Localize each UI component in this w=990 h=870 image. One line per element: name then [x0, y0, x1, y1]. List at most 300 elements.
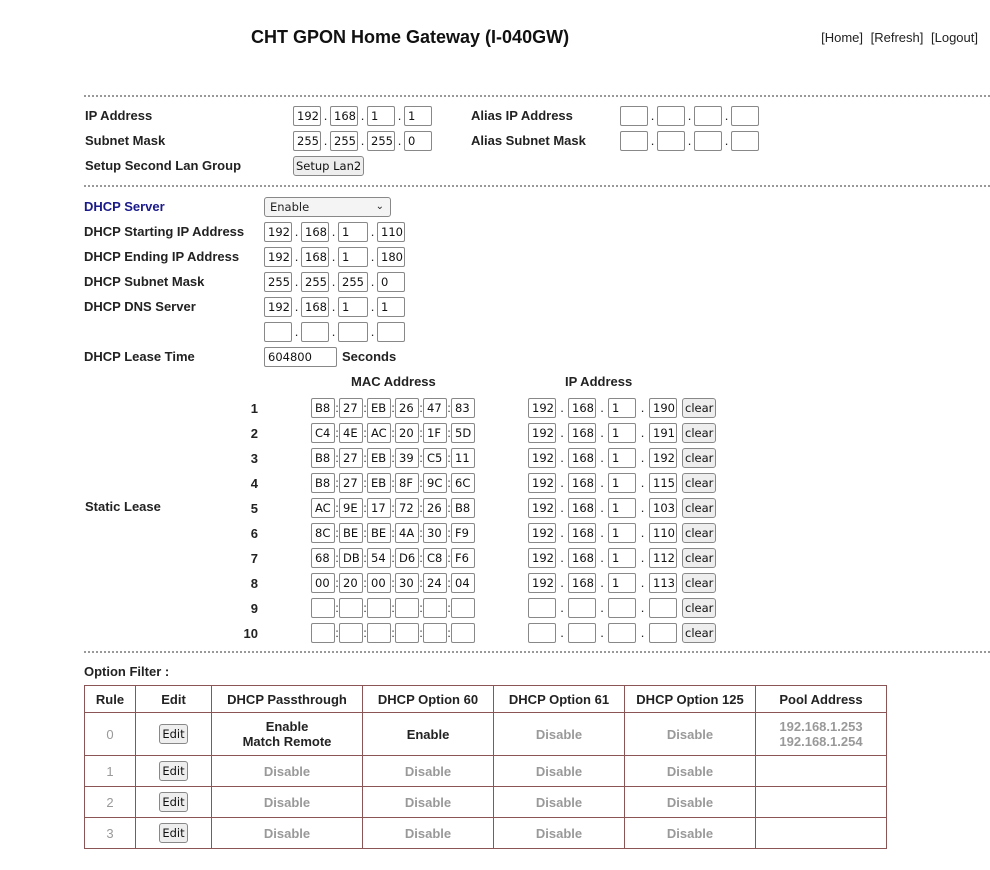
- dot-separator: .: [640, 550, 645, 565]
- octet-input[interactable]: [694, 131, 722, 151]
- ip-address-field: [293, 106, 432, 126]
- subnet-mask-field: [293, 131, 432, 151]
- mac-octet-input[interactable]: 4A: [395, 523, 419, 543]
- mac-octet-input[interactable]: AC: [367, 423, 391, 443]
- col-rule: Rule: [85, 686, 136, 713]
- dot-separator: .: [600, 500, 604, 515]
- mac-octet-input[interactable]: C4: [311, 423, 335, 443]
- octet-input[interactable]: 1: [377, 297, 405, 317]
- octet-input[interactable]: [528, 598, 556, 618]
- colon-separator: :: [363, 626, 367, 640]
- octet-input[interactable]: 168: [568, 448, 596, 468]
- octet-input[interactable]: 110: [649, 523, 677, 543]
- octet-input[interactable]: 1: [608, 448, 636, 468]
- octet-input[interactable]: 168: [568, 523, 596, 543]
- dot-separator: .: [640, 475, 645, 490]
- octet-input[interactable]: 0: [404, 131, 432, 151]
- divider: [84, 651, 990, 653]
- colon-separator: :: [447, 401, 451, 415]
- octet-input[interactable]: 1: [608, 398, 636, 418]
- mac-octet-input[interactable]: 47: [423, 398, 447, 418]
- passthrough-value: Disable: [263, 763, 311, 779]
- dhcp-end-field: [264, 247, 405, 267]
- colon-separator: :: [447, 526, 451, 540]
- colon-separator: :: [391, 476, 395, 490]
- passthrough-cell: [212, 787, 363, 818]
- dot-separator: .: [600, 575, 604, 590]
- mac-octet-input[interactable]: [451, 623, 475, 643]
- colon-separator: :: [335, 451, 339, 465]
- colon-separator: :: [391, 626, 395, 640]
- dot-separator: .: [600, 600, 604, 615]
- octet-input[interactable]: 192: [264, 222, 292, 242]
- octet-input[interactable]: [301, 322, 329, 342]
- octet-input[interactable]: 190: [649, 398, 677, 418]
- mac-octet-input[interactable]: B8: [311, 473, 335, 493]
- opt61-cell: Disable: [494, 713, 625, 756]
- mac-octet-input[interactable]: 83: [451, 398, 475, 418]
- colon-separator: :: [447, 501, 451, 515]
- octet-input[interactable]: 192: [528, 498, 556, 518]
- dot-separator: .: [640, 600, 645, 615]
- octet-input[interactable]: 192: [649, 448, 677, 468]
- mac-octet-input[interactable]: 30: [423, 523, 447, 543]
- octet-input[interactable]: 1: [608, 548, 636, 568]
- mac-octet-input[interactable]: [423, 623, 447, 643]
- rule-cell: 3: [85, 818, 136, 849]
- dot-separator: .: [640, 450, 645, 465]
- lease-index: 6: [250, 526, 258, 541]
- mac-octet-input[interactable]: 30: [395, 573, 419, 593]
- dhcp-end-label: DHCP Ending IP Address: [84, 249, 240, 264]
- refresh-link[interactable]: [Refresh]: [870, 30, 924, 45]
- dot-separator: .: [640, 575, 645, 590]
- pool-address-cell: [756, 818, 887, 849]
- colon-separator: :: [363, 451, 367, 465]
- colon-separator: :: [363, 576, 367, 590]
- lease-ip-field: [528, 573, 716, 593]
- octet-input[interactable]: 0: [377, 272, 405, 292]
- octet-input[interactable]: [568, 623, 596, 643]
- mac-octet-input[interactable]: 39: [395, 448, 419, 468]
- divider: [84, 95, 990, 97]
- octet-input[interactable]: 192: [528, 398, 556, 418]
- octet-input[interactable]: [377, 322, 405, 342]
- mac-octet-input[interactable]: C8: [423, 548, 447, 568]
- octet-input[interactable]: 1: [367, 106, 395, 126]
- lease-ip-field: [528, 548, 716, 568]
- octet-input[interactable]: 191: [649, 423, 677, 443]
- mac-octet-input[interactable]: F9: [451, 523, 475, 543]
- mac-octet-input[interactable]: 27: [339, 448, 363, 468]
- mac-octet-input[interactable]: EB: [367, 398, 391, 418]
- mac-octet-input[interactable]: 72: [395, 498, 419, 518]
- mac-octet-input[interactable]: 1F: [423, 423, 447, 443]
- mac-octet-input[interactable]: 04: [451, 573, 475, 593]
- passthrough-cell: [212, 713, 363, 756]
- colon-separator: :: [335, 501, 339, 515]
- mac-octet-input[interactable]: [367, 598, 391, 618]
- edit-button[interactable]: Edit: [159, 761, 187, 781]
- opt60-cell: Disable: [363, 787, 494, 818]
- octet-input[interactable]: 255: [367, 131, 395, 151]
- static-lease-label: Static Lease: [85, 499, 161, 514]
- dot-separator: .: [600, 475, 604, 490]
- passthrough-cell: [212, 818, 363, 849]
- mac-octet-input[interactable]: D6: [395, 548, 419, 568]
- dot-separator: .: [323, 108, 328, 123]
- dot-separator: .: [331, 299, 336, 314]
- octet-input[interactable]: 255: [301, 272, 329, 292]
- octet-input[interactable]: 1: [338, 222, 368, 242]
- logout-link[interactable]: [Logout]: [931, 30, 978, 45]
- clear-button[interactable]: clear: [682, 548, 716, 568]
- dhcp-server-label: DHCP Server: [84, 199, 165, 214]
- dot-separator: .: [640, 525, 645, 540]
- octet-input[interactable]: 113: [649, 573, 677, 593]
- dot-separator: .: [560, 500, 564, 515]
- dot-separator: .: [360, 108, 365, 123]
- dot-separator: .: [600, 450, 604, 465]
- octet-input[interactable]: [649, 598, 677, 618]
- dot-separator: .: [560, 550, 564, 565]
- dot-separator: .: [600, 425, 604, 440]
- colon-separator: :: [363, 401, 367, 415]
- mac-address-field: [311, 598, 475, 618]
- mac-octet-input[interactable]: [367, 623, 391, 643]
- colon-separator: :: [335, 551, 339, 565]
- octet-input[interactable]: [338, 322, 368, 342]
- octet-input[interactable]: 1: [608, 423, 636, 443]
- lease-time-input[interactable]: 604800: [264, 347, 337, 367]
- octet-input[interactable]: 168: [568, 573, 596, 593]
- mac-address-header: MAC Address: [351, 374, 436, 389]
- mac-octet-input[interactable]: DB: [339, 548, 363, 568]
- dot-separator: .: [370, 324, 375, 339]
- dot-separator: .: [640, 400, 645, 415]
- colon-separator: :: [335, 576, 339, 590]
- octet-input[interactable]: 168: [568, 423, 596, 443]
- passthrough-value: Match Remote: [242, 734, 332, 749]
- pool-address-value: 192.168.1.254: [779, 734, 863, 749]
- lease-unit: Seconds: [342, 349, 397, 364]
- mac-address-field: [311, 423, 475, 443]
- octet-input[interactable]: 112: [649, 548, 677, 568]
- mac-octet-input[interactable]: [423, 598, 447, 618]
- dot-separator: .: [294, 224, 299, 239]
- octet-input[interactable]: 180: [377, 247, 405, 267]
- mac-octet-input[interactable]: [395, 623, 419, 643]
- octet-input[interactable]: 192: [293, 106, 321, 126]
- octet-input[interactable]: 255: [293, 131, 321, 151]
- mac-octet-input[interactable]: 26: [395, 398, 419, 418]
- clear-button[interactable]: clear: [682, 448, 716, 468]
- octet-input[interactable]: 168: [568, 398, 596, 418]
- octet-input[interactable]: 168: [568, 548, 596, 568]
- mac-octet-input[interactable]: 5D: [451, 423, 475, 443]
- octet-input[interactable]: [731, 131, 759, 151]
- dot-separator: .: [370, 249, 375, 264]
- pool-address-cell: [756, 756, 887, 787]
- octet-input[interactable]: 255: [330, 131, 358, 151]
- lease-ip-field: [528, 498, 716, 518]
- mac-octet-input[interactable]: B8: [451, 498, 475, 518]
- mac-octet-input[interactable]: BE: [339, 523, 363, 543]
- dot-separator: .: [397, 133, 402, 148]
- dot-separator: .: [331, 249, 336, 264]
- option-filter-table: [84, 685, 887, 849]
- lease-index: 8: [250, 576, 258, 591]
- dot-separator: .: [331, 324, 336, 339]
- octet-input[interactable]: [264, 322, 292, 342]
- mac-octet-input[interactable]: 68: [311, 548, 335, 568]
- opt125-cell: Disable: [625, 756, 756, 787]
- colon-separator: :: [419, 626, 423, 640]
- mac-octet-input[interactable]: 20: [339, 573, 363, 593]
- mac-octet-input[interactable]: B8: [311, 448, 335, 468]
- dot-separator: .: [370, 224, 375, 239]
- colon-separator: :: [391, 526, 395, 540]
- octet-input[interactable]: 192: [264, 247, 292, 267]
- octet-input[interactable]: 110: [377, 222, 405, 242]
- octet-input[interactable]: 255: [264, 272, 292, 292]
- octet-input[interactable]: 168: [301, 222, 329, 242]
- mac-address-field: [311, 473, 475, 493]
- dot-separator: .: [560, 600, 564, 615]
- edit-cell: [136, 713, 212, 756]
- colon-separator: :: [363, 476, 367, 490]
- dot-separator: .: [560, 575, 564, 590]
- alias-ip-field: [620, 106, 759, 126]
- colon-separator: :: [447, 601, 451, 615]
- dhcp-start-label: DHCP Starting IP Address: [84, 224, 245, 239]
- octet-input[interactable]: 1: [338, 247, 368, 267]
- mac-octet-input[interactable]: 9C: [423, 473, 447, 493]
- dot-separator: .: [370, 299, 375, 314]
- clear-button[interactable]: clear: [682, 423, 716, 443]
- colon-separator: :: [447, 626, 451, 640]
- edit-button[interactable]: Edit: [159, 792, 187, 812]
- colon-separator: :: [335, 476, 339, 490]
- mac-octet-input[interactable]: 00: [311, 573, 335, 593]
- clear-button[interactable]: clear: [682, 523, 716, 543]
- colon-separator: :: [335, 426, 339, 440]
- dot-separator: .: [640, 425, 645, 440]
- lease-ip-field: [528, 623, 716, 643]
- setup-lan2-button[interactable]: Setup Lan2: [293, 156, 364, 176]
- colon-separator: :: [447, 451, 451, 465]
- ip-address-label: IP Address: [85, 108, 153, 123]
- octet-input[interactable]: 168: [330, 106, 358, 126]
- octet-input[interactable]: 115: [649, 473, 677, 493]
- mac-octet-input[interactable]: [339, 598, 363, 618]
- lease-index: 4: [250, 476, 258, 491]
- mac-octet-input[interactable]: B8: [311, 398, 335, 418]
- home-link[interactable]: [Home]: [821, 30, 863, 45]
- dot-separator: .: [687, 133, 692, 148]
- mac-octet-input[interactable]: EB: [367, 473, 391, 493]
- mac-address-field: [311, 448, 475, 468]
- mac-octet-input[interactable]: 8F: [395, 473, 419, 493]
- subnet-mask-label: Subnet Mask: [85, 133, 166, 148]
- mac-octet-input[interactable]: [339, 623, 363, 643]
- dot-separator: .: [640, 625, 645, 640]
- octet-input[interactable]: 255: [338, 272, 368, 292]
- octet-input[interactable]: 192: [528, 423, 556, 443]
- mac-octet-input[interactable]: 8C: [311, 523, 335, 543]
- octet-input[interactable]: [657, 131, 685, 151]
- mac-octet-input[interactable]: BE: [367, 523, 391, 543]
- dhcp-server-value: Enable: [270, 200, 310, 214]
- octet-input[interactable]: 103: [649, 498, 677, 518]
- passthrough-cell: [212, 756, 363, 787]
- octet-input[interactable]: [568, 598, 596, 618]
- dot-separator: .: [600, 525, 604, 540]
- edit-cell: [136, 756, 212, 787]
- opt60-cell: Enable: [363, 713, 494, 756]
- octet-input[interactable]: 1: [608, 573, 636, 593]
- opt60-cell: Disable: [363, 756, 494, 787]
- octet-input[interactable]: [620, 106, 648, 126]
- colon-separator: :: [391, 451, 395, 465]
- dhcp-dns1-field: [264, 297, 405, 317]
- mac-octet-input[interactable]: C5: [423, 448, 447, 468]
- dot-separator: .: [294, 324, 299, 339]
- mac-octet-input[interactable]: 4E: [339, 423, 363, 443]
- lease-ip-field: [528, 398, 716, 418]
- mac-address-field: [311, 498, 475, 518]
- dot-separator: .: [331, 274, 336, 289]
- dot-separator: .: [650, 133, 655, 148]
- table-row: [85, 818, 887, 849]
- octet-input[interactable]: 168: [301, 247, 329, 267]
- dot-separator: .: [600, 400, 604, 415]
- lease-index: 10: [243, 626, 258, 641]
- colon-separator: :: [419, 526, 423, 540]
- octet-input[interactable]: [731, 106, 759, 126]
- octet-input[interactable]: 1: [338, 297, 368, 317]
- mac-octet-input[interactable]: 20: [395, 423, 419, 443]
- dot-separator: .: [560, 525, 564, 540]
- colon-separator: :: [363, 551, 367, 565]
- clear-button[interactable]: clear: [682, 473, 716, 493]
- dhcp-server-select[interactable]: [264, 197, 391, 217]
- mac-octet-input[interactable]: 17: [367, 498, 391, 518]
- dot-separator: .: [600, 550, 604, 565]
- octet-input[interactable]: 1: [608, 473, 636, 493]
- octet-input[interactable]: [620, 131, 648, 151]
- octet-input[interactable]: [608, 623, 636, 643]
- mac-octet-input[interactable]: 27: [339, 398, 363, 418]
- colon-separator: :: [419, 551, 423, 565]
- colon-separator: :: [335, 526, 339, 540]
- lease-index: 3: [250, 451, 258, 466]
- mac-address-field: [311, 548, 475, 568]
- dot-separator: .: [560, 450, 564, 465]
- clear-button[interactable]: clear: [682, 623, 716, 643]
- alias-mask-field: [620, 131, 759, 151]
- colon-separator: :: [419, 401, 423, 415]
- octet-input[interactable]: 192: [264, 297, 292, 317]
- octet-input[interactable]: [608, 598, 636, 618]
- octet-input[interactable]: 1: [608, 498, 636, 518]
- mac-octet-input[interactable]: [395, 598, 419, 618]
- opt61-cell: Disable: [494, 756, 625, 787]
- octet-input[interactable]: 192: [528, 448, 556, 468]
- octet-input[interactable]: 168: [568, 473, 596, 493]
- octet-input[interactable]: [528, 623, 556, 643]
- mac-octet-input[interactable]: 6C: [451, 473, 475, 493]
- octet-input[interactable]: 1: [608, 523, 636, 543]
- octet-input[interactable]: 192: [528, 473, 556, 493]
- octet-input[interactable]: 192: [528, 573, 556, 593]
- dot-separator: .: [560, 475, 564, 490]
- clear-button[interactable]: clear: [682, 498, 716, 518]
- mac-octet-input[interactable]: AC: [311, 498, 335, 518]
- mac-octet-input[interactable]: 54: [367, 548, 391, 568]
- octet-input[interactable]: [649, 623, 677, 643]
- mac-octet-input[interactable]: 00: [367, 573, 391, 593]
- pool-address-cell: [756, 713, 887, 756]
- mac-octet-input[interactable]: [311, 623, 335, 643]
- clear-button[interactable]: clear: [682, 573, 716, 593]
- octet-input[interactable]: 192: [528, 523, 556, 543]
- dot-separator: .: [360, 133, 365, 148]
- octet-input[interactable]: 1: [404, 106, 432, 126]
- octet-input[interactable]: 192: [528, 548, 556, 568]
- colon-separator: :: [419, 476, 423, 490]
- colon-separator: :: [447, 576, 451, 590]
- mac-octet-input[interactable]: 11: [451, 448, 475, 468]
- clear-button[interactable]: clear: [682, 598, 716, 618]
- dhcp-mask-field: [264, 272, 405, 292]
- lease-index: 7: [250, 551, 258, 566]
- mac-octet-input[interactable]: EB: [367, 448, 391, 468]
- col-option60: DHCP Option 60: [363, 686, 494, 713]
- octet-input[interactable]: 168: [568, 498, 596, 518]
- mac-octet-input[interactable]: 27: [339, 473, 363, 493]
- mac-octet-input[interactable]: 26: [423, 498, 447, 518]
- mac-octet-input[interactable]: F6: [451, 548, 475, 568]
- mac-octet-input[interactable]: 9E: [339, 498, 363, 518]
- edit-button[interactable]: Edit: [159, 823, 187, 843]
- edit-button[interactable]: Edit: [159, 724, 187, 744]
- colon-separator: :: [391, 576, 395, 590]
- mac-octet-input[interactable]: [311, 598, 335, 618]
- clear-button[interactable]: clear: [682, 398, 716, 418]
- dot-separator: .: [397, 108, 402, 123]
- dot-separator: .: [724, 108, 729, 123]
- dot-separator: .: [294, 299, 299, 314]
- mac-octet-input[interactable]: 24: [423, 573, 447, 593]
- octet-input[interactable]: [694, 106, 722, 126]
- col-option61: DHCP Option 61: [494, 686, 625, 713]
- mac-octet-input[interactable]: [451, 598, 475, 618]
- passthrough-value: Disable: [263, 825, 311, 841]
- colon-separator: :: [363, 601, 367, 615]
- octet-input[interactable]: [657, 106, 685, 126]
- table-row: [85, 713, 887, 756]
- octet-input[interactable]: 168: [301, 297, 329, 317]
- lease-ip-field: [528, 423, 716, 443]
- col-pool-address: Pool Address: [756, 686, 887, 713]
- lease-index: 5: [250, 501, 258, 516]
- colon-separator: :: [363, 426, 367, 440]
- option-filter-title: Option Filter :: [84, 664, 170, 679]
- dot-separator: .: [560, 425, 564, 440]
- dot-separator: .: [294, 274, 299, 289]
- dot-separator: .: [640, 500, 645, 515]
